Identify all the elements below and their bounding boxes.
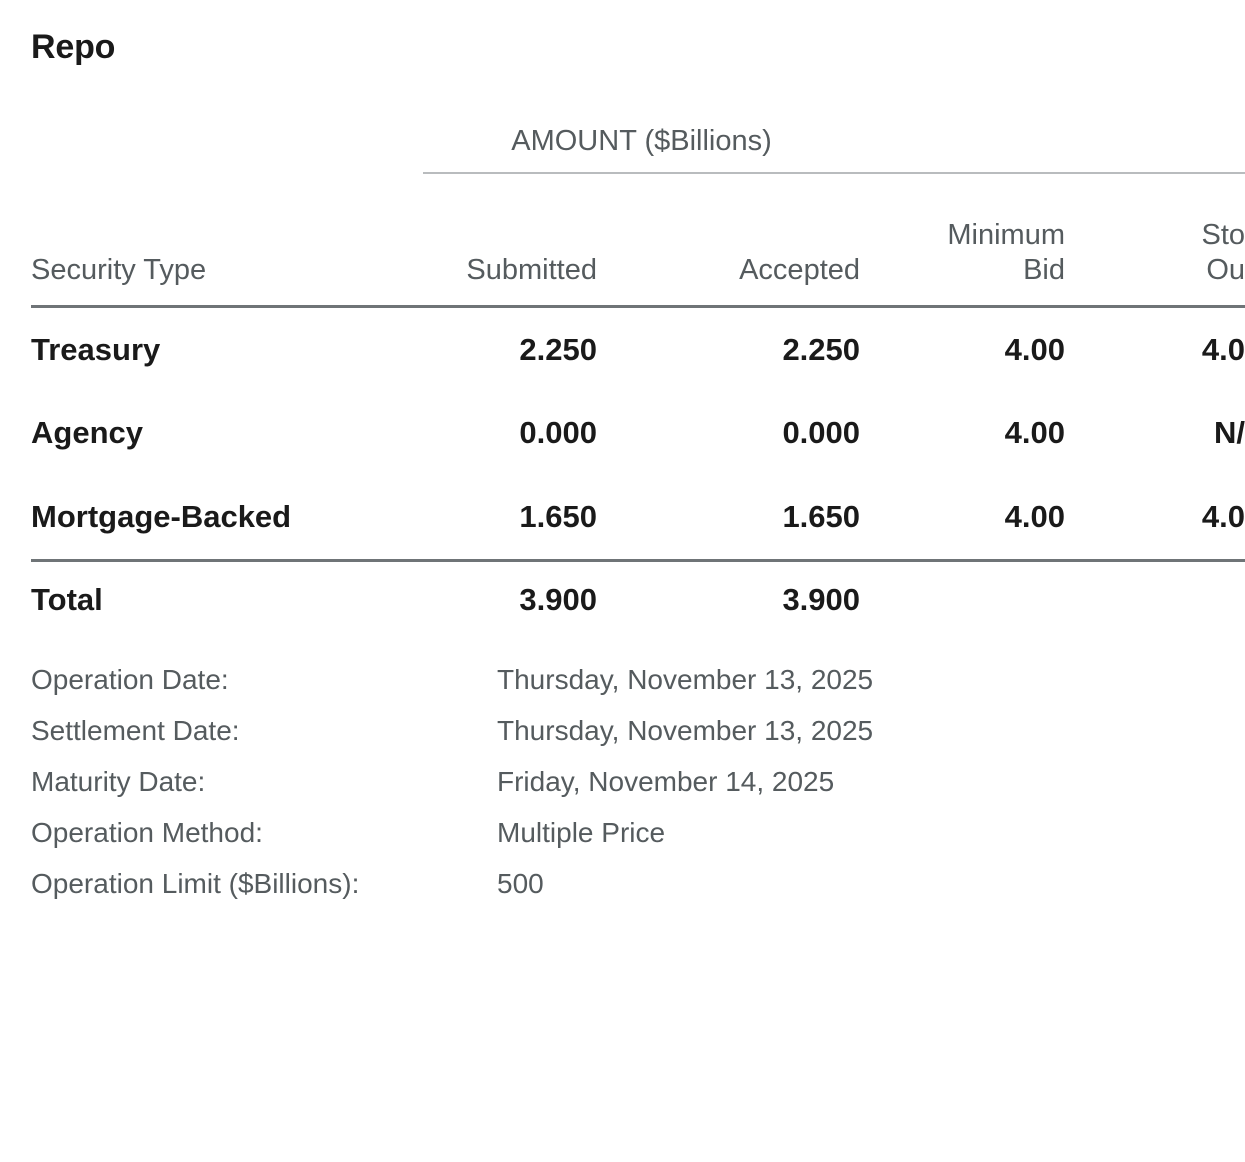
- page-title: Repo: [31, 28, 116, 66]
- detail-value: 500: [497, 867, 544, 899]
- column-header-accepted: Accepted: [597, 173, 860, 306]
- detail-row-operation-date: [31, 664, 1179, 696]
- cell-submitted: 1.650: [519, 499, 597, 535]
- group-header-rate: [860, 125, 1245, 173]
- table-body: [31, 306, 1245, 560]
- cell-submitted: 2.250: [519, 331, 597, 367]
- detail-label: Operation Limit ($Billions):: [31, 867, 360, 899]
- detail-value: Thursday, November 13, 2025: [497, 663, 874, 695]
- detail-value: Multiple Price: [497, 816, 666, 848]
- cell-minimum-bid: 4.00: [1004, 415, 1066, 451]
- table-head: [31, 125, 1245, 306]
- detail-row-maturity-date: [31, 766, 1179, 798]
- detail-label: Operation Date:: [31, 663, 229, 695]
- column-header-submitted: Submitted: [423, 173, 597, 306]
- table-row: [31, 391, 1245, 475]
- detail-label: Settlement Date:: [31, 714, 240, 746]
- column-header-minimum-bid: Minimum Bid: [860, 173, 1065, 306]
- cell-total-submitted: 3.900: [423, 560, 597, 630]
- detail-row-operation-limit: [31, 868, 1179, 900]
- detail-value: Friday, November 14, 2025: [497, 765, 835, 797]
- detail-label: Maturity Date:: [31, 765, 206, 797]
- detail-label: Operation Method:: [31, 816, 263, 848]
- group-header-amount: AMOUNT ($Billions): [423, 125, 860, 173]
- table-total-row-group: [31, 560, 1245, 630]
- table-row: [31, 306, 1245, 391]
- detail-row-operation-method: [31, 817, 1179, 849]
- cell-security-type: Agency: [31, 415, 143, 451]
- table-row: [31, 475, 1245, 560]
- cell-total-accepted: 3.900: [597, 560, 860, 630]
- group-header-blank: [31, 125, 423, 173]
- cell-stop-out: 4.0: [1201, 499, 1245, 535]
- detail-value: Thursday, November 13, 2025: [497, 714, 874, 746]
- cell-stop-out: 4.0: [1201, 331, 1245, 367]
- cell-accepted: 2.250: [782, 331, 861, 367]
- cell-submitted: 0.000: [519, 415, 597, 451]
- table-group-header-row: [31, 125, 1245, 173]
- cell-total-stop-out: [1065, 560, 1245, 630]
- column-header-stop-out: Sto Ou: [1065, 173, 1245, 306]
- table-total-row: [31, 560, 1245, 630]
- column-header-security-type: Security Type: [31, 173, 423, 306]
- table-column-header-row: [31, 173, 1245, 306]
- detail-row-settlement-date: [31, 715, 1179, 747]
- cell-minimum-bid: 4.00: [1004, 331, 1066, 367]
- cell-security-type: Mortgage-Backed: [31, 499, 292, 535]
- operation-details-list: [31, 664, 1179, 900]
- cell-accepted: 1.650: [782, 499, 861, 535]
- cell-accepted: 0.000: [782, 415, 861, 451]
- cell-security-type: Treasury: [31, 331, 161, 367]
- cell-total-label: Total: [31, 560, 423, 630]
- cell-stop-out: N/: [1214, 415, 1245, 451]
- cell-total-minimum-bid: [860, 560, 1065, 630]
- repo-results-table: [31, 125, 1245, 630]
- cell-minimum-bid: 4.00: [1004, 499, 1066, 535]
